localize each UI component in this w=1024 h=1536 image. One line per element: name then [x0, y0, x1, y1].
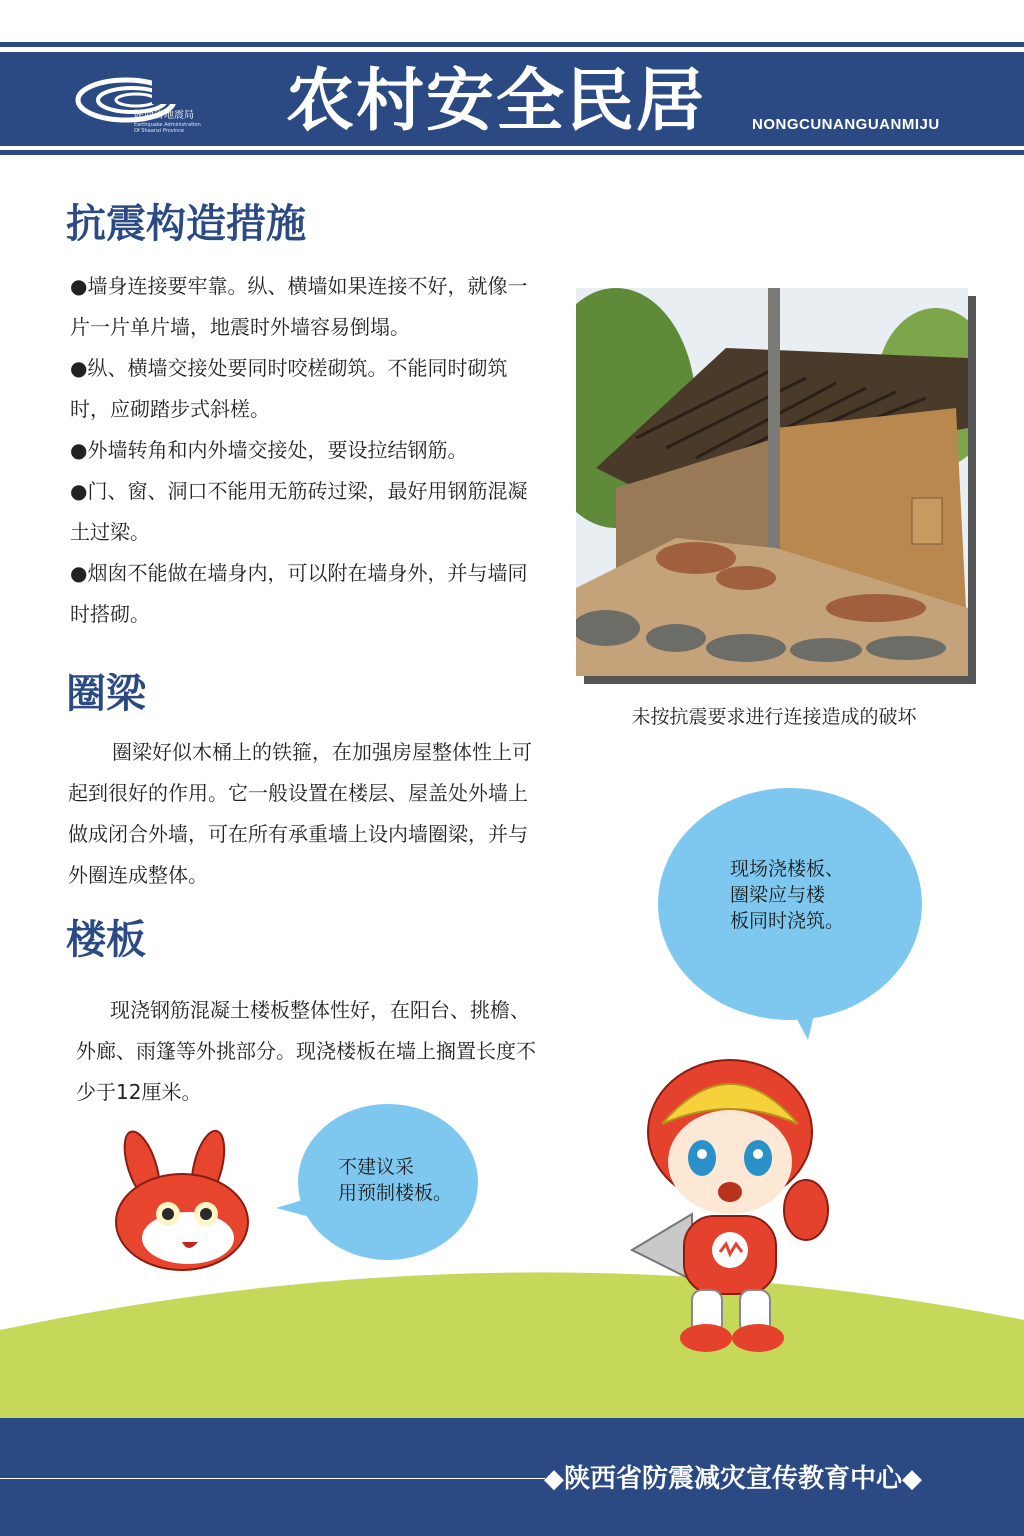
bubble-line: 用预制楼板。 [338, 1182, 453, 1204]
footer-divider [0, 1478, 545, 1479]
bubble-text-small [338, 1154, 452, 1206]
section-heading-floor-slab: 楼板 [66, 917, 146, 963]
ring-beam-paragraph: 圈梁好似木桶上的铁箍，在加强房屋整体性上可起到很好的作用。它一般设置在楼层、屋盖处外墙上做成闭合外墙，可在所有承重墙上设内墙圈梁，并与外圈连成整体。 [68, 740, 532, 887]
bullet-item: ●外墙转角和内外墙交接处，要设拉结钢筋。 [70, 438, 468, 462]
floor-slab-paragraph: 现浇钢筋混凝土楼板整体性好，在阳台、挑檐、外廊、雨篷等外挑部分。现浇楼板在墙上搁置长度不少于12厘米。 [76, 998, 536, 1104]
bubble-text-large [730, 856, 844, 934]
rabbit-mascot-icon [108, 1130, 258, 1274]
header-top-stripe [0, 42, 1024, 47]
logo-org-name-en: Earthquake Administration Of Shaanxi Province [134, 122, 201, 134]
bubble-line: 不建议采 [338, 1156, 415, 1178]
footer-org-name: ◆陕西省防震减灾宣传教育中心◆ [544, 1464, 922, 1494]
logo-org-name: 陕西省地震局 [134, 110, 194, 121]
page-title-pinyin: NONGCUNANGUANMIJU [752, 116, 940, 133]
green-hill [0, 1250, 1024, 1430]
bullet-item: ●烟囱不能做在墙身内，可以附在墙身外，并与墙同时搭砌。 [70, 561, 528, 626]
seismic-measures-list [70, 266, 540, 635]
bubble-line: 板同时浇筑。 [730, 910, 845, 932]
damaged-house-photo [576, 288, 968, 676]
page-title: 农村安全民居 [286, 62, 707, 141]
section-heading-seismic-measures: 抗震构造措施 [66, 201, 306, 247]
photo-caption: 未按抗震要求进行连接造成的破坏 [631, 706, 917, 728]
bubble-line: 现场浇楼板、 [730, 858, 845, 880]
section-heading-ring-beam: 圈梁 [66, 671, 146, 717]
robot-mascot-icon [622, 1054, 852, 1354]
header-bottom-stripe [0, 150, 1024, 155]
bullet-item: ●纵、横墙交接处要同时咬槎砌筑。不能同时砌筑时，应砌踏步式斜槎。 [70, 356, 508, 421]
bubble-line: 圈梁应与楼 [730, 884, 826, 906]
bullet-item: ●墙身连接要牢靠。纵、横墙如果连接不好，就像一片一片单片墙，地震时外墙容易倒塌。 [70, 274, 528, 339]
bullet-item: ●门、窗、洞口不能用无筋砖过梁，最好用钢筋混凝土过梁。 [70, 479, 528, 544]
